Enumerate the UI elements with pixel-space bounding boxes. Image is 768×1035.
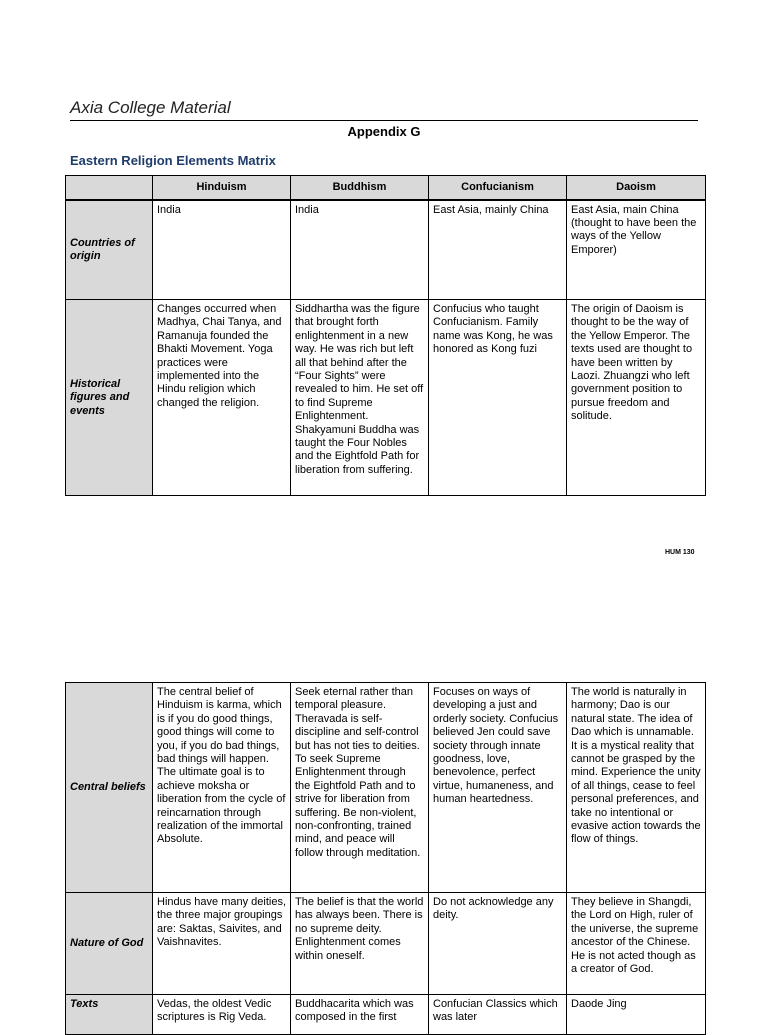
column-header-confucianism: Confucianism [429, 176, 567, 200]
cell-hinduism-beliefs: The central belief of Hinduism is karma, which is if you do good things, good things will come to you, if you do bad things, bad things will happen. The ultimate goal is to achieve moksha or liberation from the cycle of reincarnation through realization of the immortal Absolute. [153, 683, 291, 893]
cell-daoism-god: They believe in Shangdi, the Lord on High, ruler of the universe, the supreme ancestor of the Chinese. He is not acted though as a creator of God. [567, 893, 706, 995]
cell-hinduism-god: Hindus have many deities, the three major groupings are: Saktas, Saivites, and Vaishnavites. [153, 893, 291, 995]
cell-buddhism-countries: India [291, 200, 429, 300]
table-header-row [66, 176, 706, 200]
matrix-title: Eastern Religion Elements Matrix [70, 153, 276, 168]
document-header-title: Axia College Material [70, 98, 231, 117]
cell-confucianism-countries: East Asia, mainly China [429, 200, 567, 300]
matrix-table-part-2 [65, 682, 706, 1035]
course-code-footer: HUM 130 [665, 549, 695, 556]
cell-buddhism-beliefs: Seek eternal rather than temporal pleasure. Theravada is self-discipline and self-control but has not ties to deities. To seek Supreme Enlightenment through the Eightfold Path and to strive for liberation from suffering. Be non-violent, non-confronting, trained mind, and peace will follow through meditation. [291, 683, 429, 893]
header-corner-cell [66, 176, 153, 200]
cell-daoism-countries: East Asia, main China (thought to have been the ways of the Yellow Emporer) [567, 200, 706, 300]
cell-confucianism-beliefs: Focuses on ways of developing a just and orderly society. Confucius believed Jen could save society through innate goodness, love, benevolence, perfect virtue, humaneness, and human heartedness. [429, 683, 567, 893]
cell-daoism-beliefs: The world is naturally in harmony; Dao is our natural state. The idea of Dao which is unnamable. It is a mystical reality that cannot be grasped by the mind. Experience the unity of all things, cease to feel personal preferences, and take no intentional or evasive action towards the flow of things. [567, 683, 706, 893]
table-row-central-beliefs [66, 683, 706, 893]
appendix-heading: Appendix G [347, 124, 421, 139]
row-label-nature-of-god: Nature of God [66, 893, 153, 995]
cell-hinduism-countries: India [153, 200, 291, 300]
cell-daoism-historical: The origin of Daoism is thought to be the way of the Yellow Emperor. The texts used are thought to have been written by Laozi. Zhuangzi who left government position to pursue freedom and solitude. [567, 300, 706, 496]
column-header-daoism: Daoism [567, 176, 706, 200]
cell-hinduism-historical: Changes occurred when Madhya, Chai Tanya, and Ramanuja founded the Bhakti Movement. Yoga practices were implemented into the Hindu religion which changed the religion. [153, 300, 291, 496]
column-header-buddhism: Buddhism [291, 176, 429, 200]
cell-daoism-texts: Daode Jing [567, 995, 706, 1035]
cell-confucianism-texts: Confucian Classics which was later [429, 995, 567, 1035]
matrix-table-part-1 [65, 175, 706, 496]
row-label-central-beliefs: Central beliefs [66, 683, 153, 893]
row-label-historical-figures: Historical figures and events [66, 300, 153, 496]
table-row-countries-of-origin [66, 200, 706, 300]
cell-buddhism-texts: Buddhacarita which was composed in the first [291, 995, 429, 1035]
table-row-texts [66, 995, 706, 1035]
cell-buddhism-god: The belief is that the world has always been. There is no supreme deity. Enlightenment comes within oneself. [291, 893, 429, 995]
cell-buddhism-historical: Siddhartha was the figure that brought forth enlightenment in a new way. He was rich but left all that behind after the “Four Sights” were revealed to him. He set off to find Supreme Enlightenment. Shakyamuni Buddha was taught the Four Nobles and the Eightfold Path for liberation from suffering. [291, 300, 429, 496]
row-label-texts: Texts [66, 995, 153, 1035]
table-row-nature-of-god [66, 893, 706, 995]
column-header-hinduism: Hinduism [153, 176, 291, 200]
row-label-countries-of-origin: Countries of origin [66, 200, 153, 300]
cell-confucianism-god: Do not acknowledge any deity. [429, 893, 567, 995]
header-rule [70, 120, 698, 121]
cell-confucianism-historical: Confucius who taught Confucianism. Family name was Kong, he was honored as Kong fuzi [429, 300, 567, 496]
cell-hinduism-texts: Vedas, the oldest Vedic scriptures is Rig Veda. [153, 995, 291, 1035]
table-row-historical-figures [66, 300, 706, 496]
